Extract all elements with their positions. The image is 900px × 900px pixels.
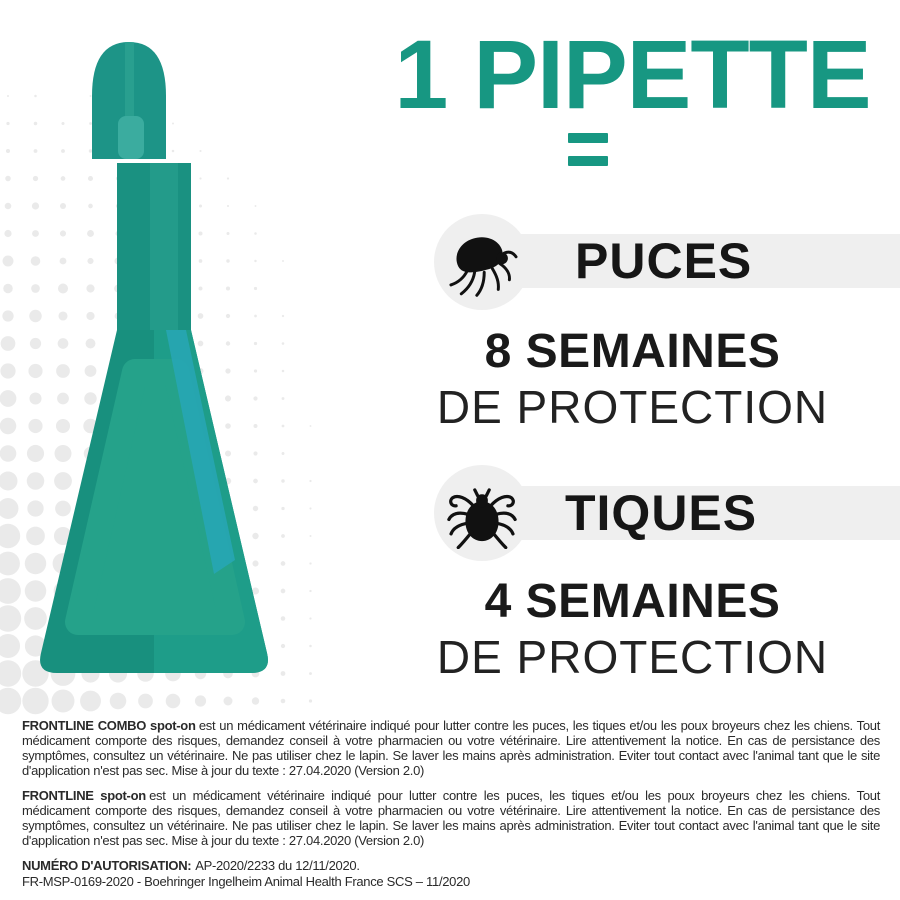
equals-sign-top-bar [568,133,608,143]
flea-icon [445,225,519,299]
authorization-label: NUMÉRO D'AUTORISATION: [22,858,192,873]
legal-paragraph-combo: FRONTLINE COMBO spot-on est un médicament vétérinaire indiqué pour lutter contre les puces, les tiques et/ou les poux broyeurs chez les chiens. Tout médicament comporte des risques, demandez conseil à votre pharmacien ou votre vétérinaire. Lire attentivement la notice. En cas de persistance des symptômes, consultez un vétérinaire. Ne pas utiliser chez le lapin. Se laver les mains après administration. Eviter tout contact avec l'animal tant que le site d'application n'est pas sec. Mise à jour du texte : 27.04.2020 (Version 2.0) [22,718,881,778]
pipette-body [40,320,340,680]
legal-paragraph-spoton: FRONTLINE spot-on est un médicament vétérinaire indiqué pour lutter contre les puces, les tiques et/ou les poux broyeurs chez les chiens. Tout médicament comporte des risques, demandez conseil à votre pharmacien ou votre vétérinaire. Lire attentivement la notice. En cas de persistance des symptômes, consultez un vétérinaire. Ne pas utiliser chez le lapin. Se laver les mains après administration. Eviter tout contact avec l'animal tant que le site d'application n'est pas sec. Mise à jour du texte : 27.04.2020 (Version 2.0) [22,788,881,848]
tiques-icon-circle [434,465,530,561]
authorization-line [22,858,880,874]
registration-line: FR-MSP-0169-2020 - Boehringer Ingelheim Animal Health France SCS – 11/2020 [22,873,470,889]
tiques-duration-block [380,575,885,683]
equals-sign-bottom-bar [568,156,608,166]
puces-label: PUCES [575,233,753,289]
legal-text-block [22,718,880,889]
legal-product-name: FRONTLINE spot-on [22,788,146,803]
puces-duration-block [380,325,885,433]
authorization-value: AP-2020/2233 du 12/11/2020. [195,858,360,873]
tiques-weeks-text: 4 SEMAINES [484,575,781,628]
tiques-protection-text: DE PROTECTION [436,631,829,683]
puces-weeks-text: 8 SEMAINES [484,325,781,378]
pipette-neck [117,163,191,349]
legal-product-name: FRONTLINE COMBO spot-on [22,718,196,733]
pipette-cap [92,42,166,159]
tiques-label: TIQUES [565,485,758,541]
page-title: 1 PIPETTE [394,20,871,129]
pipette-illustration [0,0,340,700]
puces-protection-text: DE PROTECTION [436,381,829,433]
tick-icon [446,477,518,549]
puces-icon-circle [434,214,530,310]
